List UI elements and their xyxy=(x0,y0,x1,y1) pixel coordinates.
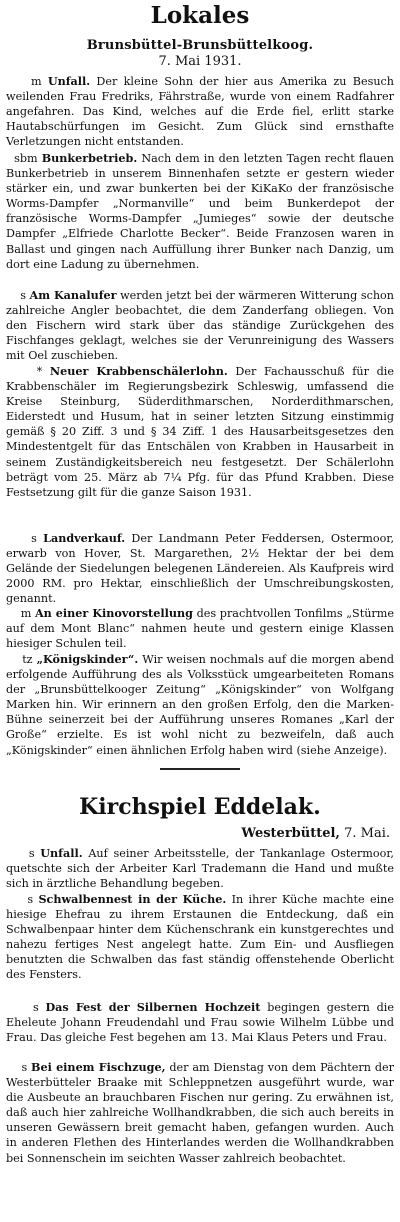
article-body: Der Fachausschuß für die Krabbenschäler im Regierungsbezirk Schleswig, umfassend die Kreise Steinburg, Süderdithmarschen, Norderdithmarschen, Eiderstedt und Husum, hat in seiner letzten Sitzung einstimmig gemäß § 20 Ziff. 3 und § 34 Ziff. 1 des Hausarbeitsgesetzes den Mindestentgelt für das Entschälen von Krabben in Hausarbeit in seinem Zuständigkeitsbereich neu festgesetzt. Der Schälerlohn beträgt vom 25. März ab 7¼ Pfg. für das Pfund Krabben. Diese Festsetzung gilt für die ganze Saison 1931. xyxy=(6,365,394,499)
article-heading: Am Kanalufer xyxy=(29,288,117,302)
article-mark: m xyxy=(20,607,32,620)
article-heading: Schwalbennest in der Küche. xyxy=(38,892,227,906)
article-mark: s xyxy=(28,847,35,860)
article-body: Nach dem in den letzten Tagen recht flauen Bunkerbetrieb in unserem Binnenhafen setzte er gestern wieder stärker ein, und zwar bunkerten bei der KiKaKo der französische Worms-Dampfer „Normanville“ und beim Bunkerdepot der französische Worms-Dampfer „Jumieges“ sowie der deutsche Dampfer „Elfriede Charlotte Becker“. Beide Franzosen waren in Ballast und gingen nach Auffüllung ihrer Bunker nach Danzig, um dort eine Ladung zu übernehmen. xyxy=(6,152,395,271)
article-mark: sbm xyxy=(14,152,38,165)
article-body: Der Landmann Peter Feddersen, Ostermoor, erwarb von Hover, St. Margarethen, 2½ Hektar der bei dem Gelände der Siedelungen belegenen Ländereien. Als Kaufpreis wird 2000 RM. pro Hektar, einschließlich der Umschreibungskosten, genannt. xyxy=(6,532,395,606)
article-heading: Bunkerbetrieb. xyxy=(41,151,138,165)
section-divider xyxy=(160,768,240,770)
article-body: In ihrer Küche machte eine hiesige Ehefrau zu ihrem Erstaunen die Entdeckung, daß ein Schwalbenpaar hinter dem Küchenschrank ein kunstgerechtes und nahezu fertiges Nest angelegt hatte. Zum Ein- und Ausfliegen benutzten die Schwalben das fast ständig offenstehende Oberlicht des Fensters. xyxy=(6,893,394,982)
article-body: der am Dienstag von dem Pächtern der Westerbütteler Braake mit Schleppnetzen ausgeführt wurde, war die Ausbeute an brauchbaren Fischen nur gering. Zu erwähnen ist, daß auch hier zahlreiche Wollhandkrabben, die sich auch bereits in unseren Gewässern breit gemacht haben, gefangen wurden. Auch in anderen Flethen des Hinterlandes werden die Wollhandkrabben bei Sonnenschein im seichten Wasser zahlreich beobachtet. xyxy=(6,1061,394,1165)
article-body: Der kleine Sohn der hier aus Amerika zu Besuch weilenden Frau Fredriks, Fährstraße, wurde von einem Radfahrer angefahren. Das Kind, welches auf die Erde fiel, erlitt starke Hautabschürfungen im Gesicht. Zum Glück sind ernsthafte Verletzungen nicht entstanden. xyxy=(6,75,394,149)
article-body: werden jetzt bei der wärmeren Witterung schon zahlreiche Angler beobachtet, die dem Zanderfang obliegen. Von den Fischern wird stark über das ständige Zurückgehen des Fischfanges geklagt, welches sie der Verunreinigung des Wassers mit Oel zuschieben. xyxy=(6,289,394,363)
article-mark: tz xyxy=(22,653,33,666)
article-heading: Landverkauf. xyxy=(43,531,126,545)
article-body: des prachtvollen Tonfilms „Stürme auf dem Mont Blanc“ nahmen heute und gestern einige Klassen hiesiger Schulen teil. xyxy=(6,607,394,651)
article-unfall-westerbuettel xyxy=(6,846,394,891)
article-heading: An einer Kinovorstellung xyxy=(34,606,193,620)
article-mark: * xyxy=(36,365,43,378)
section-title-kirchspiel: Kirchspiel Eddelak. xyxy=(79,794,321,820)
article-mark: s xyxy=(21,1061,28,1074)
article-body: Wir weisen nochmals auf die morgen abend erfolgende Aufführung des als Volksstück umgearbeiteten Romans der „Brunsbüttelkooger Zeitung“ „Königskinder“ von Wolfgang Marken hin. Wir erinnern an den großen Erfolg, den die Marken-Bühne seinerzeit bei der Aufführung unseres Romanes „Karl der Große“ erzielte. Es ist wohl nicht zu bezweifeln, daß auch „Königskinder“ einen ähnlichen Erfolg haben wird (siehe Anzeige). xyxy=(6,653,394,757)
article-mark: s xyxy=(32,1001,39,1014)
article-heading: Unfall. xyxy=(40,846,83,860)
section-date: 7. Mai 1931. xyxy=(158,54,242,69)
section-title-lokales: Lokales xyxy=(150,2,250,29)
dateline-location: Westerbüttel, xyxy=(241,826,340,841)
article-kanalufer xyxy=(6,288,394,363)
article-unfall xyxy=(6,74,394,149)
article-body: Auf seiner Arbeitsstelle, der Tankanlage Ostermoor, quetschte sich der Arbeiter Karl Trademann die Hand und mußte sich in ärztliche Behandlung begeben. xyxy=(6,847,394,891)
article-heading: Das Fest der Silbernen Hochzeit xyxy=(45,1000,261,1014)
article-mark: s xyxy=(31,532,37,545)
section-subtitle-location: Brunsbüttel-Brunsbüttelkoog. xyxy=(86,38,314,53)
article-bunkerbetrieb xyxy=(6,151,394,272)
article-mark: s xyxy=(27,893,34,906)
article-mark: m xyxy=(30,75,42,88)
article-krabbenschaelerlohn xyxy=(6,364,394,500)
article-koenigskinder xyxy=(6,652,394,758)
article-schwalbennest xyxy=(6,892,394,983)
article-mark: s xyxy=(20,289,26,302)
article-heading: Unfall. xyxy=(47,74,91,88)
article-heading: Bei einem Fischzuge, xyxy=(31,1060,166,1074)
article-silberhochzeit xyxy=(6,1000,394,1045)
dateline xyxy=(241,826,390,841)
article-fischzug xyxy=(6,1060,394,1166)
article-kinovorstellung xyxy=(6,606,394,651)
dateline-date: 7. Mai. xyxy=(344,826,390,841)
article-heading: „Königskinder“. xyxy=(36,652,139,666)
article-landverkauf xyxy=(6,531,394,606)
article-heading: Neuer Krabbenschälerlohn. xyxy=(49,364,228,378)
article-body: begingen gestern die Eheleute Johann Freudendahl und Frau sowie Wilhelm Lübbe und Frau. Das gleiche Fest begehen am 13. Mai Klaus Peters und Frau. xyxy=(6,1001,394,1045)
